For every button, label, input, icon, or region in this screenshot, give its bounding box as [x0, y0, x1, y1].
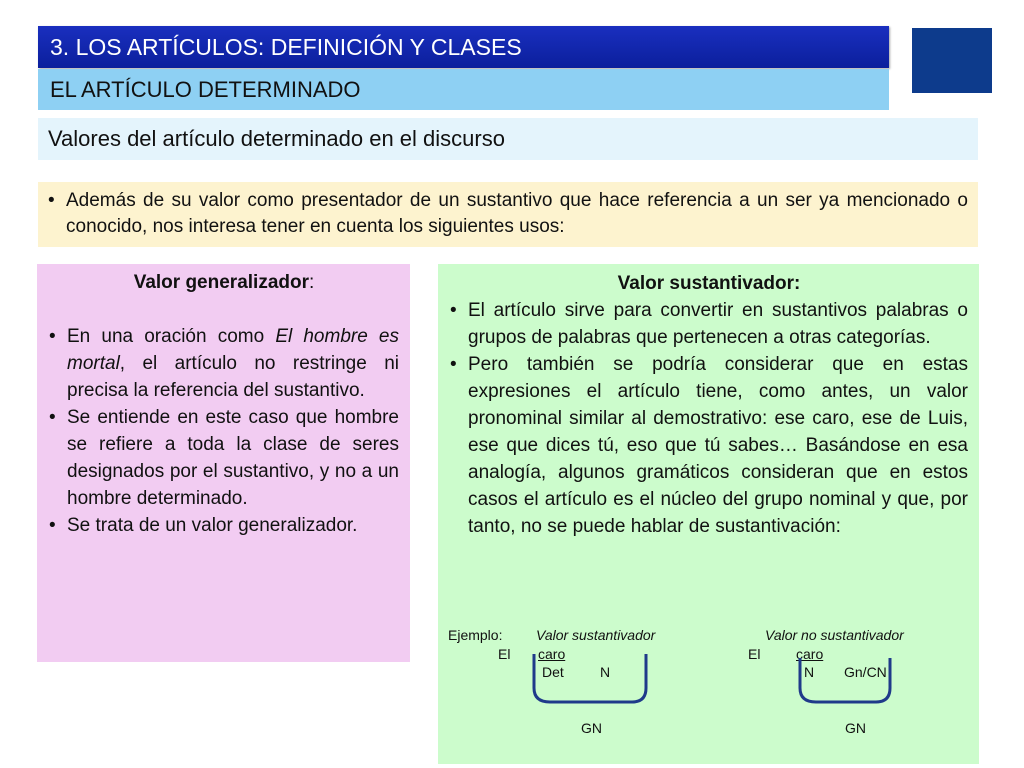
intro-box: [38, 182, 978, 247]
left-bracket-icon: [520, 650, 660, 710]
right-heading: Valor sustantivador:: [617, 273, 801, 294]
left-heading: [49, 269, 399, 296]
slide-title: 3. LOS ARTÍCULOS: DEFINICIÓN Y CLASES: [38, 26, 889, 68]
right-bracket-icon: [790, 650, 910, 710]
left-heading-text: Valor generalizador: [133, 272, 309, 293]
left-heading-colon: :: [309, 272, 315, 293]
example-right-gncn: Gn/CN: [844, 664, 887, 680]
example-right-article: El: [748, 646, 761, 662]
example-right-caption: Valor no sustantivador: [765, 627, 904, 643]
example-left-n: N: [600, 664, 611, 680]
slide-subtitle: EL ARTÍCULO DETERMINADO: [38, 69, 889, 110]
brand-logo-square: [912, 28, 992, 93]
example-right-gn: GN: [845, 720, 866, 736]
left-bullet-1: [67, 323, 399, 404]
section-title: Valores del artículo determinado en el discurso: [38, 118, 978, 160]
example-left-article: El: [498, 646, 511, 662]
left-bullet-2: • Se entiende en este caso que hombre se refiere a toda la clase de seres designados por el sustantivo, y no a un hombre determinado.: [67, 404, 399, 512]
example-left-det: Det: [542, 664, 564, 680]
right-bullet-1: • El artículo sirve para convertir en sustantivos palabras o grupos de palabras que pertenecen a otras categorías.: [468, 297, 968, 351]
left-b1-pre: En una oración como: [67, 326, 276, 347]
example-right-n: N: [804, 664, 815, 680]
left-column: [37, 264, 410, 662]
example-left-gn: GN: [581, 720, 602, 736]
intro-bullet: • Además de su valor como presentador de un sustantivo que hace referencia a un ser ya mencionado o conocido, nos interesa tener en cuenta los siguientes usos:: [66, 188, 968, 240]
right-bullet-2: • Pero también se podría considerar que en estas expresiones el artículo tiene, como antes, un valor pronominal similar al demostrativo: ese caro, ese de Luis, ese que dices tú, eso que tú sabes… Basándose en esa analogía, algunos gramáticos consideran que en estos casos el artículo es el núcleo del grupo nominal y que, por tanto, no se puede hablar de sustantivación:: [468, 351, 968, 540]
example-label: Ejemplo:: [448, 627, 503, 643]
left-bullet-3: • Se trata de un valor generalizador.: [67, 512, 399, 539]
left-b1-post: , el artículo no restringe ni precisa la referencia del sustantivo.: [67, 353, 399, 401]
example-left-word: caro: [538, 646, 566, 662]
left-b1-italic: El hombre es mortal: [67, 326, 399, 374]
example-left-caption: Valor sustantivador: [536, 627, 656, 643]
example-right-word: caro: [796, 646, 824, 662]
